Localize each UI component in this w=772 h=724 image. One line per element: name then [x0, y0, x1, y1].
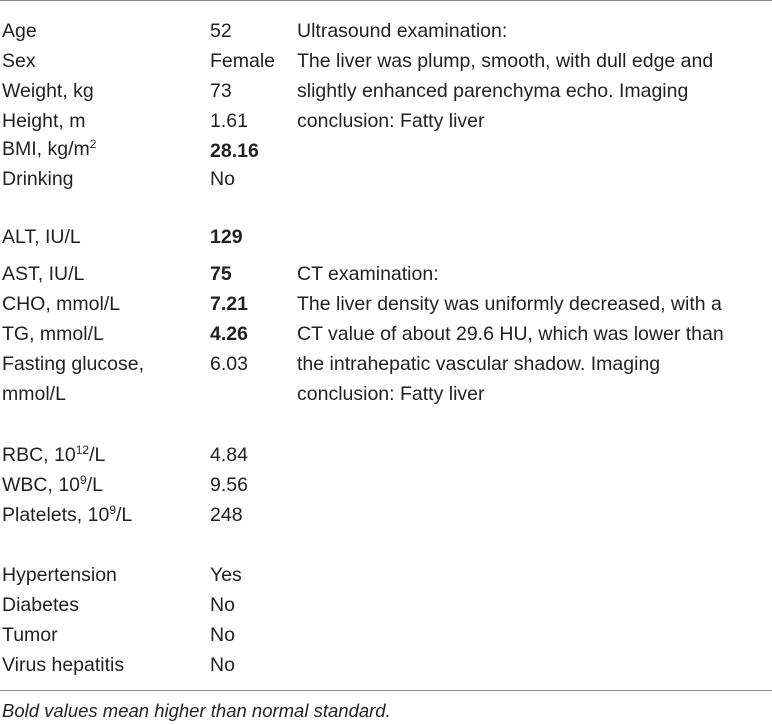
wbc-unit-superscript: 9	[80, 473, 87, 487]
row-label-bmi: BMI, $kg/m^2$	[2, 137, 97, 160]
row-value-fasting-glucose: 6.03	[210, 353, 248, 375]
row-value-bmi: 28.16	[210, 140, 259, 162]
ultrasound-text-line: The liver was plump, smooth, with dull edge and	[297, 50, 714, 72]
row-value-virus-hepatitis: No	[210, 654, 235, 676]
row-label-rbc: RBC, $10^{12}/L$	[2, 443, 106, 466]
row-label-tg: TG, mmol/L	[2, 323, 104, 345]
row-label-tumor: Tumor	[2, 624, 58, 646]
row-value-height: 1.61	[210, 110, 248, 132]
row-value-sex: Female	[210, 50, 276, 72]
row-label-fasting-glucose	[2, 349, 144, 409]
row-label-wbc: WBC, $10^9/L$	[2, 473, 103, 496]
ultrasound-text-line: slightly enhanced parenchyma echo. Imaging	[297, 80, 689, 102]
row-value-platelets: 248	[210, 504, 243, 526]
ct-examination-note	[297, 259, 767, 409]
row-label-weight: Weight, kg	[2, 80, 94, 102]
row-label-fasting-glucose-line1: Fasting glucose,	[2, 353, 144, 375]
ultrasound-text-line: conclusion: Fatty liver	[297, 110, 485, 132]
row-label-height: Height, m	[2, 110, 86, 132]
row-label-fasting-glucose-line2: mmol/L	[2, 383, 66, 405]
row-value-tg: 4.26	[210, 323, 248, 345]
row-value-rbc: 4.84	[210, 444, 248, 466]
row-value-weight: 73	[210, 80, 232, 102]
row-label-ast: AST, IU/L	[2, 263, 85, 285]
table-footnote: Bold values mean higher than normal standard.	[2, 700, 391, 721]
row-label-age: Age	[2, 20, 37, 42]
row-label-cho: CHO, mmol/L	[2, 293, 121, 315]
row-value-hypertension: Yes	[210, 564, 242, 586]
table-bottom-rule	[0, 690, 772, 691]
row-label-hypertension: Hypertension	[2, 564, 117, 586]
ultrasound-heading: Ultrasound examination:	[297, 20, 508, 42]
row-value-age: 52	[210, 20, 232, 42]
row-label-virus-hepatitis: Virus hepatitis	[2, 654, 125, 676]
row-label-alt: ALT, IU/L	[2, 226, 81, 248]
row-value-diabetes: No	[210, 594, 235, 616]
row-value-alt: 129	[210, 226, 243, 248]
row-value-tumor: No	[210, 624, 235, 646]
row-value-wbc: 9.56	[210, 474, 248, 496]
ct-text-line: conclusion: Fatty liver	[297, 383, 485, 405]
row-label-diabetes: Diabetes	[2, 594, 79, 616]
row-value-ast: 75	[210, 263, 232, 285]
row-label-drinking: Drinking	[2, 168, 74, 190]
ct-heading: CT examination:	[297, 263, 439, 285]
row-label-sex: Sex	[2, 50, 36, 72]
row-value-drinking: No	[210, 168, 235, 190]
bmi-unit-superscript: 2	[89, 137, 97, 151]
platelets-unit-superscript: 9	[109, 503, 117, 517]
ct-text-line: The liver density was uniformly decreased, with a	[297, 293, 722, 315]
ct-text-line: CT value of about 29.6 HU, which was lower than	[297, 323, 724, 345]
ct-text-line: the intrahepatic vascular shadow. Imaging	[297, 353, 661, 375]
row-value-cho: 7.21	[210, 293, 248, 315]
rbc-unit-superscript: 12	[75, 443, 90, 457]
ultrasound-examination-note	[297, 16, 767, 136]
table-top-rule	[0, 0, 772, 1]
row-label-platelets: Platelets, $10^9/L$	[2, 503, 133, 526]
